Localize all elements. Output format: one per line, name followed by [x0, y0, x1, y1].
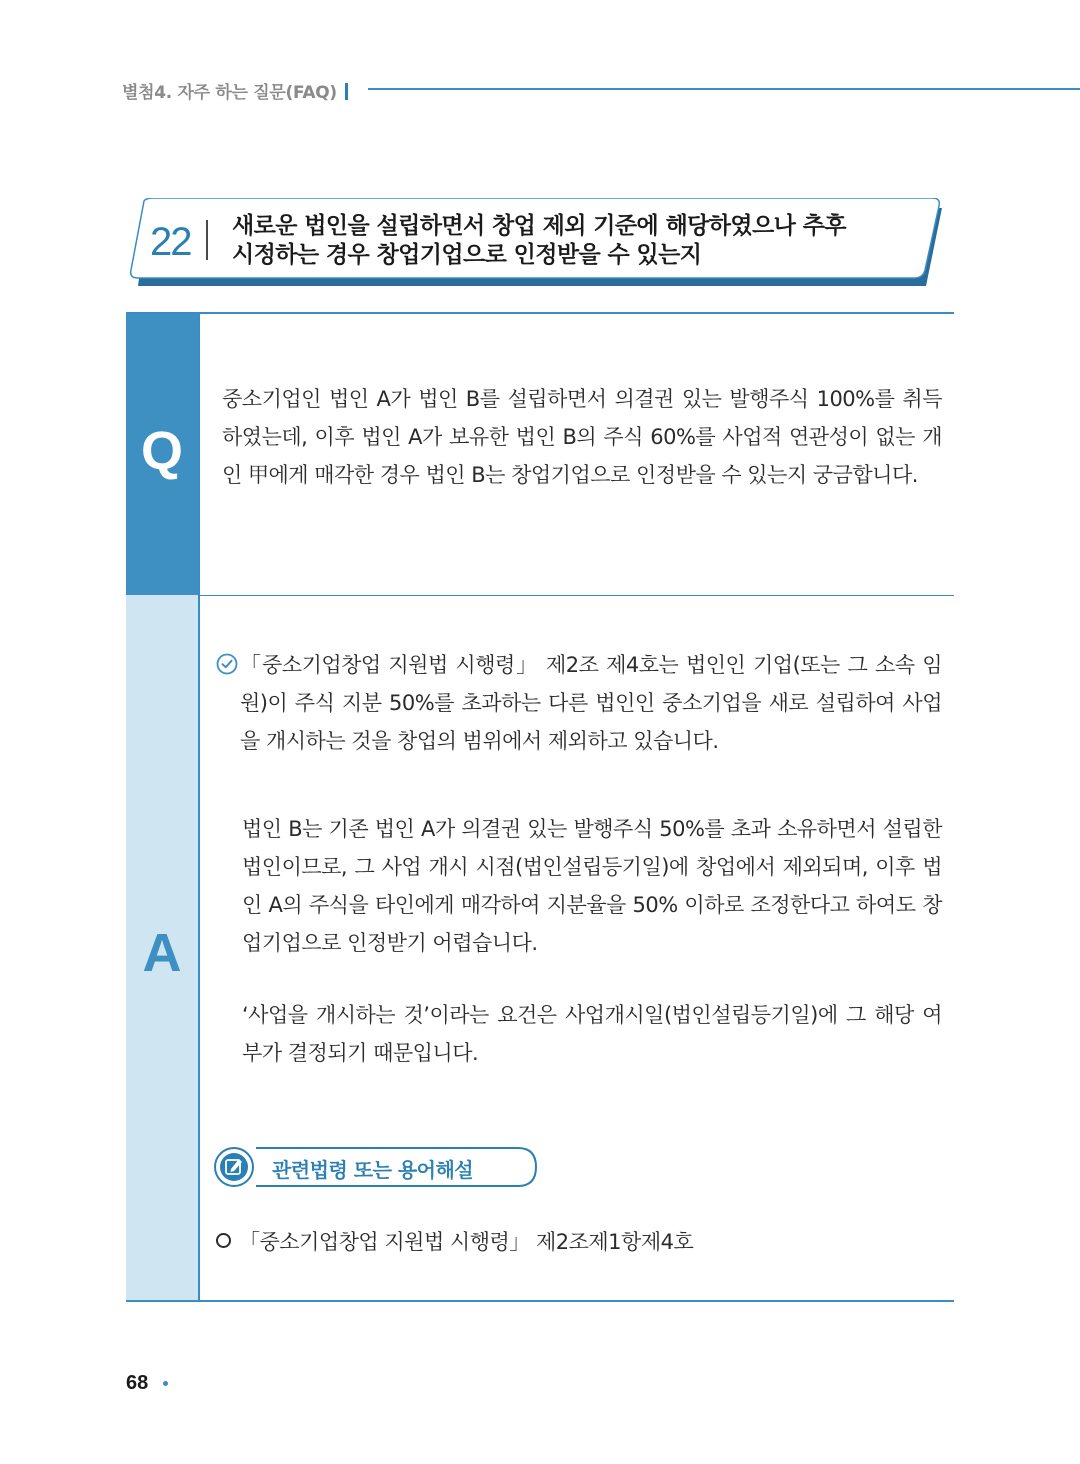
- related-law-heading: 관련법령 또는 용어해설: [272, 1158, 474, 1182]
- qa-middle-rule: [200, 595, 954, 596]
- question-number: 22: [150, 220, 191, 264]
- qa-bottom-rule: [126, 1300, 954, 1302]
- question-title-line2: 시정하는 경우 창업기업으로 인정받을 수 있는지: [232, 242, 702, 268]
- question-text: 중소기업인 법인 A가 법인 B를 설립하면서 의결권 있는 발행주식 100%를 취득하였는데, 이후 법인 A가 보유한 법인 B의 주식 60%를 사업적 연관성이 없는 개인 甲에게 매각한 경우 법인 B는 창업기업으로 인정받을 수 있는지 궁금합니다.: [222, 387, 942, 487]
- answer-paragraph-1: 「중소기업창업 지원법 시행령」 제2조 제4호는 법인인 기업(또는 그 소속 임원)이 주식 지분 50%를 초과하는 다른 법인인 중소기업을 새로 설립하여 사업을 개시하는 것을 창업의 범위에서 제외하고 있습니다.: [240, 653, 942, 753]
- running-header: [122, 78, 348, 103]
- circle-bullet-icon: [216, 1233, 231, 1248]
- running-header-text: 별첨4. 자주 하는 질문(FAQ): [122, 83, 337, 103]
- question-title-line1: 새로운 법인을 설립하면서 창업 제외 기준에 해당하였으나 추후: [232, 213, 846, 239]
- related-law-item-text: 「중소기업창업 지원법 시행령」 제2조제1항제4호: [239, 1230, 694, 1254]
- page-number-dot: [163, 1381, 168, 1386]
- related-law-tag: [212, 1144, 542, 1190]
- page-number: 68: [126, 1372, 149, 1394]
- question-number-divider: [206, 220, 208, 260]
- related-law-item: [216, 1226, 693, 1256]
- qa-top-rule: [126, 312, 954, 314]
- question-banner: [126, 198, 952, 290]
- check-circle-icon: [216, 653, 238, 675]
- answer-paragraph-3: ‘사업을 개시하는 것’이라는 요건은 사업개시일(법인설립등기일)에 그 해당 여부가 결정되기 때문입니다.: [242, 1003, 942, 1065]
- answer-label: A: [142, 923, 182, 983]
- header-rule: [368, 88, 1080, 90]
- column-divider: [198, 314, 200, 1300]
- answer-paragraph-2: 법인 B는 기존 법인 A가 의결권 있는 발행주식 50%를 초과 소유하면서 설립한 법인이므로, 그 사업 개시 시점(법인설립등기일)에 창업에서 제외되며, 이후 법인 A의 주식을 타인에게 매각하여 지분율을 50% 이하로 조정한다고 하여도 창업기업으로 인정받기 어렵습니다.: [242, 817, 942, 955]
- question-label: Q: [140, 421, 183, 481]
- question-title: [232, 212, 932, 270]
- header-bar: [345, 83, 348, 100]
